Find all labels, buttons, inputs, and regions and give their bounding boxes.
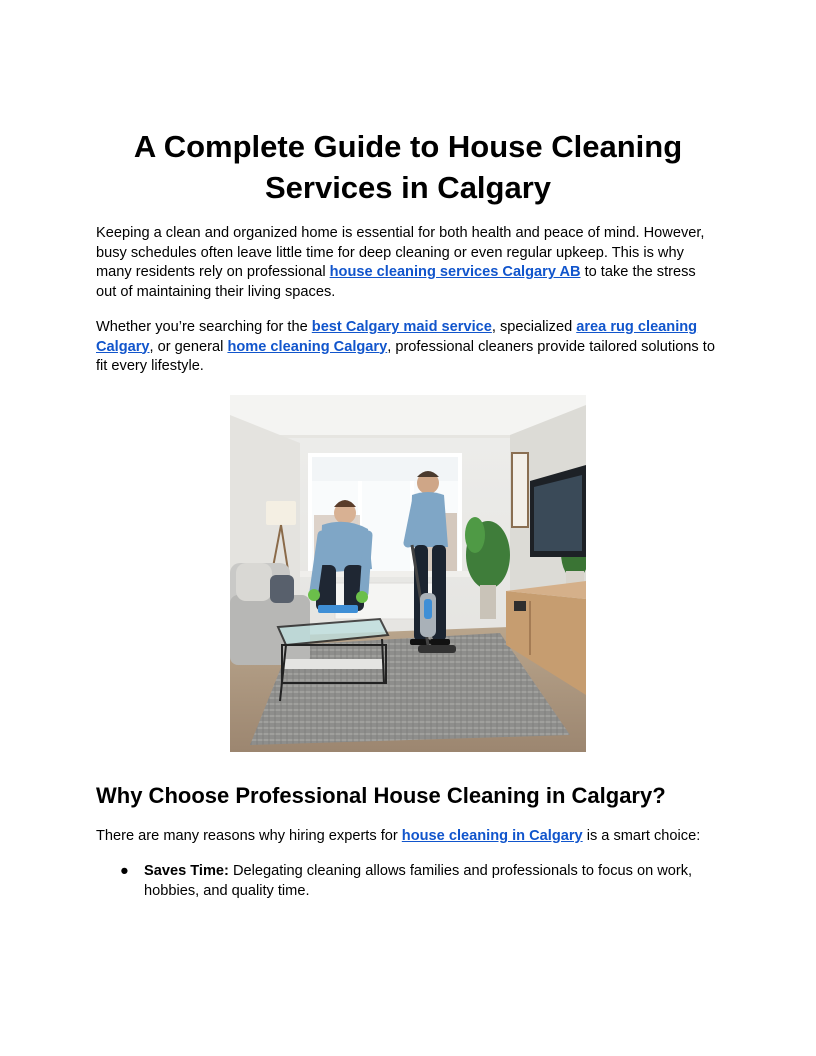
list-item-text: Delegating cleaning allows families and professionals to focus on work, hobbies, and quality time. xyxy=(144,863,693,899)
reasons-text-2: is a smart choice: xyxy=(582,828,701,844)
link-best-calgary-maid-service[interactable]: best Calgary maid service xyxy=(311,319,492,335)
page-title: A Complete Guide to House Cleaning Services in Calgary xyxy=(133,129,683,205)
list-item xyxy=(96,862,720,901)
intro-paragraph xyxy=(96,224,720,302)
reasons-list xyxy=(96,862,720,901)
services-text-1: Whether you’re searching for the xyxy=(96,319,312,335)
services-paragraph xyxy=(96,318,720,377)
bullet-icon: ● xyxy=(120,863,129,879)
section-heading: Why Choose Professional House Cleaning in Calgary? xyxy=(96,783,666,808)
services-text-4: , professional cleaners provide tailored solutions to fit every lifestyle. xyxy=(96,338,715,374)
intro-text-1: Keeping a clean and organized home is essential for both health and peace of mind. However, busy schedules often leave little time for deep cleaning or even regular upkeep. This is why many residents rely on professional xyxy=(96,225,705,280)
services-text-3: , or general xyxy=(149,338,228,355)
list-item-label: Saves Time: xyxy=(144,863,229,879)
cleaners-living-room-photo xyxy=(230,395,586,752)
reasons-text-1: There are many reasons why hiring experts for xyxy=(96,828,402,844)
services-text-2: , specialized xyxy=(491,319,577,335)
link-house-cleaning-services-calgary-ab[interactable]: house cleaning services Calgary AB xyxy=(329,264,581,280)
reasons-paragraph xyxy=(96,827,720,847)
link-home-cleaning-calgary[interactable]: home cleaning Calgary xyxy=(227,338,388,355)
link-area-rug-cleaning-calgary[interactable]: area rug cleaning Calgary xyxy=(96,319,698,355)
intro-text-2: to take the stress out of maintaining their living spaces. xyxy=(96,264,696,300)
link-house-cleaning-in-calgary[interactable]: house cleaning in Calgary xyxy=(401,828,583,844)
